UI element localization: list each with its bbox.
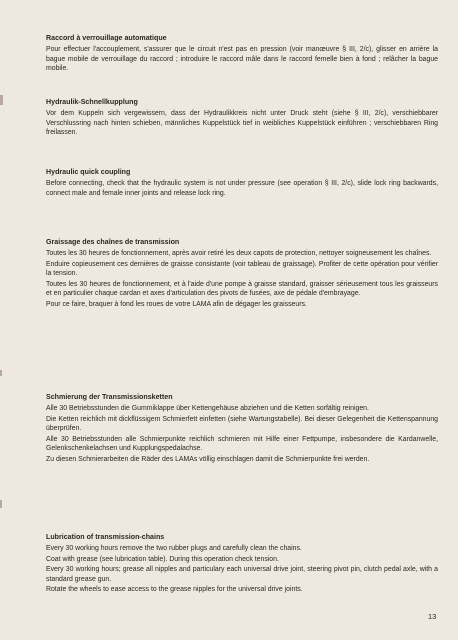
paragraph: Alle 30 Betriebsstunden die Gummiklappe über Kettengehäuse abziehen und die Ketten sorfältig reinigen. — [46, 405, 369, 412]
scan-edge-mark — [0, 95, 3, 105]
section-graissage-fr — [46, 237, 438, 310]
paragraph: Every 30 working hours remove the two rubber plugs and carefully clean the chains. — [46, 545, 302, 552]
paragraph: Coat with grease (see lubrication table). During this operation check tension. — [46, 555, 279, 563]
section-raccord-fr — [46, 33, 438, 74]
paragraph: Zu diesen Schmierarbeiten die Räder des LAMAs völlig einschlagen damit die Schmierpunkte frei werden. — [46, 455, 370, 463]
section-quick-coupling-en — [46, 167, 438, 198]
paragraph: Enduire copieusement ces dernières de graisse consistante (voir tableau de graissage). Profiter de cette opération pour vérifier la tension. — [46, 260, 438, 278]
paragraph: Vor dem Kuppeln sich vergewissern, dass der Hydraulikkreis nicht unter Druck steht (siehe § III, 2/c), verschiebbarer Verschlussring nach hinten schieben, männliches Kuppelstück tief in weibliches Kuppelstück einführen ; verschiebbaren Ring freilassen. — [46, 110, 438, 137]
paragraph: Pour ce faire, braquer à fond les roues de votre LAMA afin de dégager les graisseurs. — [46, 300, 307, 308]
paragraph: Every 30 working hours; grease all nipples and particulary each universal drive joint, steering pivot pin, clutch pedal axle, with a standard grease gun. — [46, 566, 438, 583]
paragraph: Toutes les 30 heures de fonctionnement, et à l'aide d'une pompe à graisse standard, graisser sérieusement tous les graisseurs et en particulier chaque cardan et axes d'articulation des pivots de fusées, axe de pédale d'embrayage. — [46, 280, 438, 298]
paragraph: Alle 30 Betriebsstunden alle Schmierpunkte reichlich schmieren mit Hilfe einer Fettpumpe, insbesondere die Kardanwelle, Gelenkschenkelachsen und Kupplungspedalachse. — [46, 435, 438, 453]
paragraph: Toutes les 30 heures de fonctionnement, après avoir retiré les deux capots de protection, nettoyer soigneusement les chaînes. — [46, 250, 432, 257]
scan-edge-mark — [0, 370, 2, 376]
page-number: 13 — [428, 612, 437, 621]
section-lubrication-en — [46, 532, 438, 595]
section-heading: Graissage des chaînes de transmission — [46, 238, 180, 246]
section-heading: Hydraulic quick coupling — [46, 168, 131, 176]
section-heading: Hydraulik-Schnellkupplung — [46, 98, 138, 106]
section-heading: Schmierung der Transmissionsketten — [46, 393, 173, 401]
paragraph: Before connecting, check that the hydraulic system is not under pressure (see operation § III, 2/c), slide lock ring backwards, connect male and female inner joints and release lock ring. — [46, 180, 438, 197]
paragraph: Pour effectuer l'accouplement, s'assurer que le circuit n'est pas en pression (voir manœuvre § III, 2/c), glisser en arrière la bague mobile de verrouillage du raccord ; introduire le raccord mâle dans le raccord femelle bien à fond ; relâcher la bague mobile. — [46, 46, 438, 73]
section-schmierung-de — [46, 392, 438, 465]
paragraph: Rotate the wheels to ease access to the grease nipples for the universal drive joints. — [46, 586, 303, 594]
section-schnellkupplung-de — [46, 97, 438, 138]
paragraph: Die Ketten reichlich mit dickflüssigem Schmierfett einfetten (siehe Wartungstabelle). Bei dieser Gelegenheit die Kettenspannung überprüfen. — [46, 415, 438, 433]
scan-edge-mark — [0, 500, 2, 508]
section-heading: Lubrication of transmission-chains — [46, 533, 165, 541]
section-heading: Raccord à verrouillage automatique — [46, 34, 167, 42]
